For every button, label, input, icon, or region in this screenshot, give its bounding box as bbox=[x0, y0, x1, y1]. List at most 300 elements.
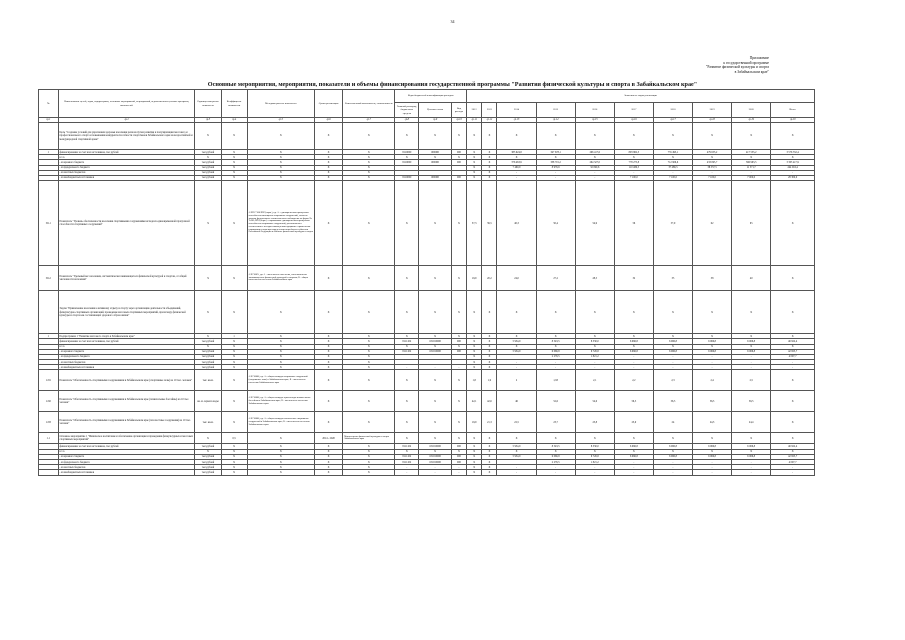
row-value: - bbox=[614, 460, 653, 465]
page-number: 34 bbox=[450, 19, 455, 24]
row-value: 385 924,8 bbox=[497, 150, 536, 155]
row-value: - bbox=[614, 470, 653, 475]
event-name: Основное мероприятие 1 "Физическое воспитание и обеспечение организации и проведения физкультурных и массовых спортивных мероприятий" bbox=[58, 433, 195, 444]
row-value: Х bbox=[497, 334, 536, 339]
row-name: - из внебюджетных источников bbox=[58, 470, 195, 475]
row-value: Х bbox=[536, 155, 575, 160]
row-cell: Х bbox=[314, 449, 342, 454]
appendix-line: в Забайкальском крае" bbox=[734, 69, 769, 74]
row-cell: Х bbox=[419, 344, 452, 349]
row-cell: 000000 bbox=[419, 175, 452, 180]
row-cell: Х bbox=[247, 170, 314, 175]
row-cell: Х bbox=[482, 365, 497, 370]
row-cell: Х bbox=[343, 370, 395, 391]
row-cell: - bbox=[451, 465, 466, 470]
column-number: гр.19 bbox=[732, 118, 771, 123]
row-value: - bbox=[497, 465, 536, 470]
row-cell: 181010000 bbox=[419, 349, 452, 354]
row-cell: Х bbox=[467, 155, 482, 160]
row-cell: Х bbox=[221, 155, 247, 160]
row-value: Х bbox=[693, 449, 732, 454]
row-cell: Х bbox=[467, 165, 482, 170]
row-value: Х bbox=[771, 344, 815, 349]
row-value: 6 066,8 bbox=[653, 339, 692, 344]
row-value: 46 bbox=[497, 391, 536, 412]
header-values: Значения по годам реализации bbox=[467, 90, 815, 103]
row-unit: тыс.рублей bbox=[195, 349, 221, 354]
row-cell: Х bbox=[343, 175, 395, 180]
row-cell: Х bbox=[247, 344, 314, 349]
row-cell: Х bbox=[451, 370, 466, 391]
row-cell: Х bbox=[482, 454, 497, 459]
row-unit: тыс.рублей bbox=[195, 160, 221, 165]
row-cell: Х bbox=[451, 266, 466, 291]
row-cell: Х bbox=[343, 150, 395, 155]
row-value: 50,4 bbox=[536, 181, 575, 266]
row-value: Х bbox=[467, 433, 482, 444]
row-value: - bbox=[653, 465, 692, 470]
row-method: А/ЕПС*100/ЕПС(норм.), где А - единовременная пропускная способность имеющихся спортивных сооружений, согласно данным федерального статистического наблюдения по форме № 1-ФК; ЕПС(норм.) - нормативная единовременная пропускная способность спортивных сооружений, рассчитанная в соответствии с методическими рекомендациями о применении нормативов и норм при определении потребности субъектов Российской Федерации в объектах физической культуры и спорта bbox=[247, 181, 314, 266]
row-cell: Х bbox=[482, 354, 497, 359]
row-unit: тыс.рублей bbox=[195, 360, 221, 365]
goal-name: Цель "Создание условий для укрепления здоровья населения региона путем развития и популяризации массового и профессионального спорта и повышения конкурентоспособности спортсменов Забайкальского края на всероссийской и международной спортивной арене" bbox=[58, 123, 195, 150]
row-value: 56,5 bbox=[614, 391, 653, 412]
row-cell: Х bbox=[221, 470, 247, 475]
row-coef: Х bbox=[221, 266, 247, 291]
row-value: 778 275,8 bbox=[614, 160, 653, 165]
row-value: 6 066,8 bbox=[693, 444, 732, 449]
row-method: Х bbox=[247, 433, 314, 444]
appendix-note bbox=[609, 56, 769, 74]
row-value: - bbox=[732, 360, 771, 365]
column-number: гр.14 bbox=[536, 118, 575, 123]
row-value: 6 066,8 bbox=[653, 444, 692, 449]
row-value: 376 463,9 bbox=[497, 160, 536, 165]
row-cell: Х bbox=[247, 444, 314, 449]
row-cell: Х bbox=[314, 460, 342, 465]
row-cell: 181010000 bbox=[419, 339, 452, 344]
row-cell: Х bbox=[314, 155, 342, 160]
row-value: 110 486,5 bbox=[614, 165, 653, 170]
row-value: 4 097,7 bbox=[771, 354, 815, 359]
row-value: - bbox=[536, 365, 575, 370]
row-value: Х bbox=[732, 433, 771, 444]
row-name: в т.ч. bbox=[58, 155, 195, 160]
row-value: 46 922,4 bbox=[771, 339, 815, 344]
row-value: 6 066,8 bbox=[536, 454, 575, 459]
header-year: 2015 bbox=[536, 103, 575, 118]
row-value: - bbox=[693, 170, 732, 175]
row-cell: 000 bbox=[451, 175, 466, 180]
row-name: Показатель "Обеспеченность спортивными сооружениями в Забайкальском крае (плоскостные сооружения) на 10 тыс. человек" bbox=[58, 412, 195, 433]
row-cell: Х bbox=[482, 344, 497, 349]
column-number: гр.15 bbox=[575, 118, 614, 123]
row-value: Х bbox=[536, 344, 575, 349]
row-cell: Х bbox=[343, 454, 395, 459]
row-name: в т.ч. bbox=[58, 449, 195, 454]
row-value: - bbox=[575, 365, 614, 370]
row-value: Х bbox=[575, 449, 614, 454]
row-cell: Х bbox=[343, 412, 395, 433]
row-value: 5 934,9 bbox=[497, 454, 536, 459]
row-value: 24,0 bbox=[497, 266, 536, 291]
row-cell: Х bbox=[343, 266, 395, 291]
row-cell: Х bbox=[314, 334, 342, 339]
row-value: 4 097,7 bbox=[771, 460, 815, 465]
header-codes: Коды бюджетной классификации расходов bbox=[395, 90, 467, 103]
row-value: - bbox=[497, 365, 536, 370]
row-cell: Х bbox=[614, 291, 653, 334]
row-value: 6 066,8 bbox=[614, 454, 653, 459]
row-value: 433 095,7 bbox=[693, 160, 732, 165]
row-value: 32 090,6 bbox=[575, 165, 614, 170]
column-number: гр.4 bbox=[221, 118, 247, 123]
row-cell: Х bbox=[314, 454, 342, 459]
row-cell: Х bbox=[247, 339, 314, 344]
row-value: - bbox=[575, 175, 614, 180]
row-value: 712 906,6 bbox=[653, 160, 692, 165]
row-cell: Х bbox=[247, 155, 314, 160]
row-value: - bbox=[653, 470, 692, 475]
row-name: Показатель "Обеспеченность спортивными сооружениями в Забайкальском крае (спортивные залы) на 10 тыс. человек" bbox=[58, 370, 195, 391]
row-num: 1.П2 bbox=[39, 391, 59, 412]
row-cell: Х bbox=[419, 449, 452, 454]
row-value: 38 557,5 bbox=[693, 165, 732, 170]
row-value: 1,9 bbox=[482, 370, 497, 391]
row-cell: Х bbox=[419, 181, 452, 266]
row-cell: Х bbox=[482, 460, 497, 465]
row-value: 19,9 bbox=[467, 412, 482, 433]
row-value: Х bbox=[419, 433, 452, 444]
row-cell: 000000 bbox=[419, 160, 452, 165]
row-value: Х bbox=[614, 449, 653, 454]
row-cell: Х bbox=[451, 334, 466, 339]
row-value: Х bbox=[771, 155, 815, 160]
row-value: 6 726,8 bbox=[575, 454, 614, 459]
row-value: 8 330,0 bbox=[575, 444, 614, 449]
row-cell: Х bbox=[732, 123, 771, 150]
row-cell: Х bbox=[419, 334, 452, 339]
row-coef: Х bbox=[221, 391, 247, 412]
row-cell: Х bbox=[247, 334, 314, 339]
row-value: 1 821,2 bbox=[575, 354, 614, 359]
row-value: Х bbox=[771, 449, 815, 454]
indicator-row bbox=[39, 412, 815, 433]
row-cell: Х bbox=[314, 470, 342, 475]
row-cell: Х bbox=[482, 334, 497, 339]
row-value: Х bbox=[451, 433, 466, 444]
row-value: 6 066,8 bbox=[614, 339, 653, 344]
row-value: 7 100,0 bbox=[614, 175, 653, 180]
row-value: - bbox=[732, 460, 771, 465]
row-value: 40 bbox=[732, 266, 771, 291]
row-cell: Х bbox=[314, 360, 342, 365]
row-value: Х bbox=[614, 155, 653, 160]
row-cell: Х bbox=[343, 444, 395, 449]
row-value: 5 934,9 bbox=[497, 339, 536, 344]
row-coef: 0,5 bbox=[221, 433, 247, 444]
row-term: 2014 - 2020 bbox=[314, 433, 342, 444]
row-value: Х bbox=[653, 334, 692, 339]
row-cell: Х bbox=[221, 454, 247, 459]
row-value: 56,5 bbox=[732, 391, 771, 412]
row-unit: кв. м. зеркала воды bbox=[195, 391, 221, 412]
row-cell: Х bbox=[314, 444, 342, 449]
row-coef: Х bbox=[221, 181, 247, 266]
row-value: 35 bbox=[653, 266, 692, 291]
row-cell: Х bbox=[467, 460, 482, 465]
row-cell: Х bbox=[247, 470, 314, 475]
row-cell: Х bbox=[314, 175, 342, 180]
row-value: 27,2 bbox=[536, 266, 575, 291]
row-cell: Х bbox=[343, 391, 395, 412]
row-cell: Х bbox=[343, 181, 395, 266]
header-method: Методика расчета показателя bbox=[247, 90, 314, 118]
row-value: - bbox=[575, 465, 614, 470]
row-value: - bbox=[653, 460, 692, 465]
row-unit: Х bbox=[195, 155, 221, 160]
row-cell: Х bbox=[221, 365, 247, 370]
row-cell: 000 bbox=[451, 454, 466, 459]
indicator-row bbox=[39, 370, 815, 391]
row-value: 3 303 417,9 bbox=[771, 160, 815, 165]
row-cell: 000 bbox=[451, 349, 466, 354]
row-method: А/В*100%, где А - численность населения, систематически занимающегося физической культурой и спортом; В - общая численность населения Забайкальского края bbox=[247, 266, 314, 291]
row-cell: Х bbox=[314, 291, 342, 334]
row-cell: Х bbox=[221, 175, 247, 180]
row-cell: Х bbox=[467, 170, 482, 175]
row-value: 396 963,5 bbox=[732, 160, 771, 165]
column-number: гр.20 bbox=[771, 118, 815, 123]
row-value: 11 571,7 bbox=[732, 165, 771, 170]
row-num bbox=[39, 291, 59, 334]
row-cell: Х bbox=[497, 291, 536, 334]
row-value: Х bbox=[497, 449, 536, 454]
row-cell: Х bbox=[314, 344, 342, 349]
row-unit: тыс.рублей bbox=[195, 444, 221, 449]
header-unit: Единица измерения показателя bbox=[195, 90, 221, 118]
row-value: 264 327,0 bbox=[575, 160, 614, 165]
row-cell: 181010000 bbox=[419, 454, 452, 459]
row-cell: Х bbox=[451, 412, 466, 433]
row-value: 2,3 bbox=[653, 370, 692, 391]
row-value: 40,3 bbox=[497, 181, 536, 266]
row-value: Х bbox=[497, 344, 536, 349]
row-unit: тыс.рублей bbox=[195, 339, 221, 344]
row-value: 65 bbox=[732, 181, 771, 266]
row-value: 6 066,8 bbox=[693, 349, 732, 354]
row-unit: тыс.рублей bbox=[195, 365, 221, 370]
row-value: 3 576 552,4 bbox=[771, 150, 815, 155]
header-year: 2017 bbox=[614, 103, 653, 118]
row-value: - bbox=[575, 360, 614, 365]
row-cell: Х bbox=[247, 360, 314, 365]
row-cell: 000 bbox=[451, 150, 466, 155]
row-cell: Х bbox=[482, 175, 497, 180]
row-num bbox=[39, 470, 59, 475]
row-cell: Х bbox=[653, 123, 692, 150]
row-cell: Х bbox=[536, 291, 575, 334]
row-value: Х bbox=[575, 433, 614, 444]
row-value: 338 701,2 bbox=[536, 160, 575, 165]
row-value: Х bbox=[575, 344, 614, 349]
row-cell: Х bbox=[343, 460, 395, 465]
row-cell: 181010000 bbox=[419, 444, 452, 449]
column-number: гр.5 bbox=[247, 118, 314, 123]
row-value: - bbox=[771, 470, 815, 475]
row-value: Х bbox=[395, 433, 419, 444]
row-cell: 8110000 bbox=[395, 175, 419, 180]
row-value: 7 460,9 bbox=[497, 165, 536, 170]
row-cell: Х bbox=[343, 160, 395, 165]
row-cell: Х bbox=[314, 370, 342, 391]
row-value: 37 486,5 bbox=[653, 165, 692, 170]
row-value: - bbox=[732, 170, 771, 175]
row-cell: Х bbox=[314, 150, 342, 155]
row-value: 1 821,2 bbox=[575, 460, 614, 465]
header-year: 2016 bbox=[575, 103, 614, 118]
row-value: - bbox=[653, 365, 692, 370]
row-cell: Х bbox=[221, 291, 247, 334]
row-value: 23,7 bbox=[536, 412, 575, 433]
header-name: Наименование целей, задач, подпрограмм, основных мероприятий, мероприятий, ведомственных целевых программ, показателей bbox=[58, 90, 195, 118]
appendix-line: Приложение bbox=[749, 56, 769, 60]
row-value: - bbox=[497, 470, 536, 475]
row-value: 1,8 bbox=[467, 370, 482, 391]
row-value: 56,5 bbox=[693, 391, 732, 412]
row-cell: Х bbox=[343, 155, 395, 160]
row-cell: Х bbox=[247, 160, 314, 165]
row-name: Показатель "Удельный вес населения, систематически занимающегося физической культурой и спортом, от общей численности населения" bbox=[58, 266, 195, 291]
row-value: 28,5 bbox=[575, 266, 614, 291]
row-cell: 000 bbox=[451, 444, 466, 449]
row-cell: Х bbox=[343, 344, 395, 349]
row-value: 479 653,2 bbox=[693, 150, 732, 155]
appendix-line: к государственной программе bbox=[723, 60, 769, 65]
indicator-row bbox=[39, 391, 815, 412]
row-cell: Х bbox=[482, 170, 497, 175]
row-cell: 000000 bbox=[419, 150, 452, 155]
goal-row bbox=[39, 123, 815, 150]
row-value: Х bbox=[771, 334, 815, 339]
row-value: Х bbox=[536, 449, 575, 454]
row-cell: Х bbox=[482, 155, 497, 160]
row-cell: Х bbox=[221, 444, 247, 449]
row-cell: Х bbox=[314, 266, 342, 291]
row-cell: Х bbox=[314, 165, 342, 170]
row-cell: Х bbox=[419, 266, 452, 291]
row-cell: 8110000 bbox=[395, 150, 419, 155]
row-value: Х bbox=[732, 155, 771, 160]
row-cell: Х bbox=[467, 334, 482, 339]
row-cell: Х bbox=[482, 291, 497, 334]
row-cell: Х bbox=[314, 465, 342, 470]
row-value: 6 066,8 bbox=[653, 454, 692, 459]
row-cell: Х bbox=[343, 449, 395, 454]
header-code-type: Вид расхода bbox=[451, 103, 466, 118]
row-value: - bbox=[653, 360, 692, 365]
header-total: Итого bbox=[771, 103, 815, 118]
column-number: гр.17 bbox=[653, 118, 692, 123]
row-cell: Х bbox=[221, 170, 247, 175]
row-cell: Х bbox=[314, 412, 342, 433]
row-name: - из краевого бюджета bbox=[58, 454, 195, 459]
row-cell: Х bbox=[482, 339, 497, 344]
row-value: 8 543,5 bbox=[536, 339, 575, 344]
row-cell: Х bbox=[395, 370, 419, 391]
row-cell: Х bbox=[221, 165, 247, 170]
row-method: А/В*10000, где А - общая площадь плоскостных спортивных сооружений в Забайкальском крае; В - численность населения Забайкальского края bbox=[247, 412, 314, 433]
row-name: финансирование за счет всех источников, тыс рублей bbox=[58, 150, 195, 155]
row-cell: Х bbox=[467, 160, 482, 165]
row-cell: Х bbox=[575, 291, 614, 334]
row-cell: Х bbox=[221, 339, 247, 344]
row-value: 2 bbox=[497, 370, 536, 391]
row-unit: тыс.рублей bbox=[195, 465, 221, 470]
row-value: 6 066,8 bbox=[653, 349, 692, 354]
row-value: 6 066,8 bbox=[693, 454, 732, 459]
row-value: Х bbox=[771, 370, 815, 391]
row-cell: Х bbox=[693, 123, 732, 150]
row-cell: Х bbox=[451, 181, 466, 266]
row-cell: 8111102 bbox=[395, 444, 419, 449]
row-value: Х bbox=[693, 155, 732, 160]
header-coef: Коэффициент значимости bbox=[221, 90, 247, 118]
row-cell: - bbox=[395, 470, 419, 475]
row-value: 23,8 bbox=[575, 412, 614, 433]
row-cell: Х bbox=[247, 175, 314, 180]
row-value: - bbox=[771, 360, 815, 365]
row-value: - bbox=[653, 354, 692, 359]
row-cell: Х bbox=[314, 123, 342, 150]
row-unit: Х bbox=[195, 433, 221, 444]
row-name: финансирование за счет всех источников, тыс рублей bbox=[58, 339, 195, 344]
row-cell: 000 bbox=[451, 160, 466, 165]
row-cell: Х bbox=[653, 291, 692, 334]
row-cell: Х bbox=[467, 150, 482, 155]
row-cell: Х bbox=[221, 449, 247, 454]
row-value: Х bbox=[497, 155, 536, 160]
task-row bbox=[39, 291, 815, 334]
row-cell: - bbox=[451, 470, 466, 475]
row-value: Х bbox=[482, 433, 497, 444]
row-cell: Х bbox=[467, 339, 482, 344]
row-value: Х bbox=[575, 155, 614, 160]
row-coef: Х bbox=[221, 412, 247, 433]
row-cell: Х bbox=[467, 449, 482, 454]
row-value: 5 934,9 bbox=[497, 349, 536, 354]
row-cell: Х bbox=[247, 449, 314, 454]
row-unit: Х bbox=[195, 344, 221, 349]
row-value: 38 bbox=[693, 266, 732, 291]
row-name: - из краевого бюджета bbox=[58, 160, 195, 165]
row-num: П1.2 bbox=[39, 266, 59, 291]
row-value: 8 543,5 bbox=[536, 444, 575, 449]
row-cell: Х bbox=[195, 123, 221, 150]
row-value: - bbox=[693, 354, 732, 359]
program-table bbox=[38, 89, 815, 476]
row-value: Х bbox=[732, 334, 771, 339]
row-value: 52,6 bbox=[536, 391, 575, 412]
row-cell: Х bbox=[395, 155, 419, 160]
row-cell: Х bbox=[451, 391, 466, 412]
row-cell: Х bbox=[343, 465, 395, 470]
row-value: 2 276,5 bbox=[536, 460, 575, 465]
row-value: - bbox=[771, 465, 815, 470]
header-code-grbs: Главный распоряд. бюджетных средств bbox=[395, 103, 419, 118]
row-cell: Х bbox=[467, 344, 482, 349]
header-year: 2020 bbox=[732, 103, 771, 118]
